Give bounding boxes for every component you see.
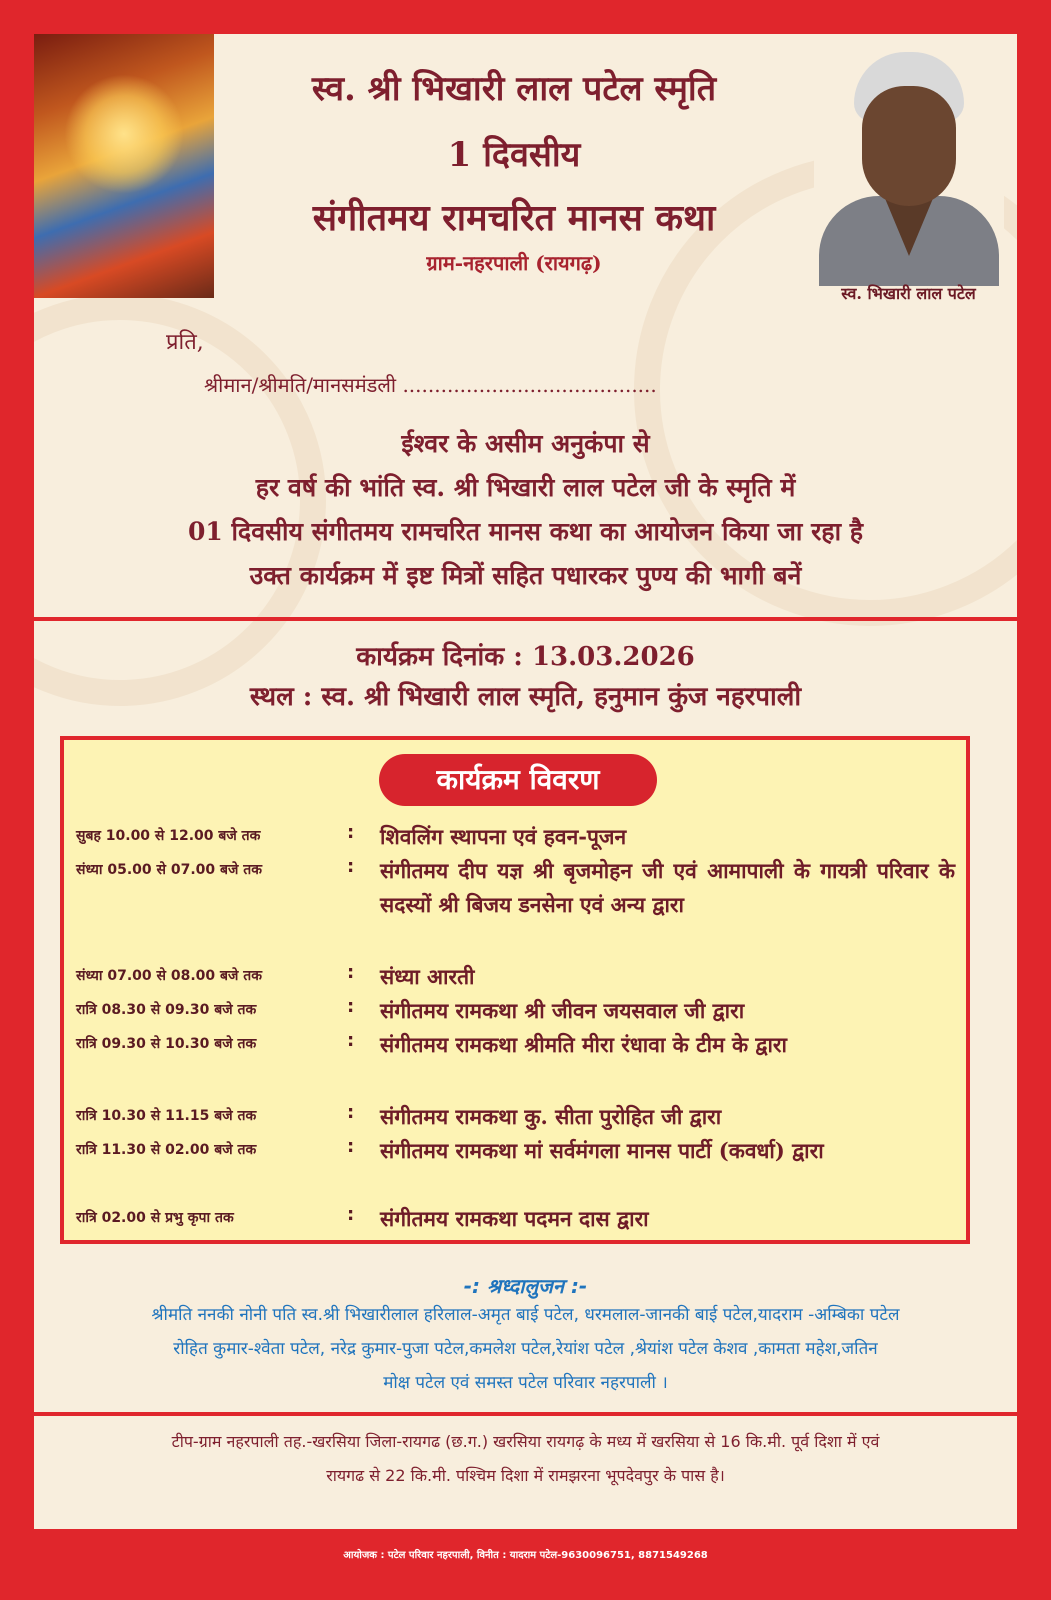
footer-bar: [0, 1529, 1051, 1600]
addressee-line: श्रीमान/श्रीमति/मानसमंडली ........................................: [204, 373, 657, 397]
schedule-desc: शिवलिंग स्थापना एवं हवन-पूजन: [380, 824, 627, 849]
schedule-colon: :: [347, 1030, 355, 1051]
village-name: ग्राम-नहरपाली (रायगढ़): [426, 251, 602, 275]
invitation-line: 01 दिवसीय संगीतमय रामचरित मानस कथा का आयोजन किया जा रहा है: [187, 517, 864, 546]
schedule-desc: संगीतमय रामकथा मां सर्वमंगला मानस पार्टी (कवर्धा) द्वारा: [380, 1138, 824, 1163]
portrait-photo: [814, 46, 1004, 286]
schedule-time: रात्रि 02.00 से प्रभु कृपा तक: [76, 1210, 234, 1226]
schedule-time: सुबह 10.00 से 12.00 बजे तक: [76, 828, 261, 844]
schedule-colon: :: [347, 996, 355, 1017]
devotees-line: श्रीमति ननकी नोनी पति स्व.श्री भिखारीलाल हरिलाल-अमृत बाई पटेल, धरमलाल-जानकी बाई पटेल,यादराम -अम्बिका पटेल: [151, 1305, 900, 1325]
schedule-heading: कार्यक्रम विवरण: [379, 754, 657, 806]
devotees-line: रोहित कुमार-श्वेता पटेल, नरेद्र कुमार-पुजा पटेल,कमलेश पटेल,रेयांश पटेल ,श्रेयांश पटेल केशव ,कामता महेश,जतिन: [173, 1339, 878, 1359]
schedule-colon: :: [347, 856, 355, 877]
devotees-heading: -: श्रध्दालुजन :-: [463, 1274, 588, 1298]
schedule-colon: :: [347, 962, 355, 983]
schedule-desc: संगीतमय रामकथा पदमन दास द्वारा: [380, 1206, 649, 1231]
event-date: कार्यक्रम दिनांक : 13.03.2026: [356, 642, 695, 672]
schedule-colon: :: [347, 1102, 355, 1123]
schedule-desc: संध्या आरती: [380, 964, 475, 989]
divider: [34, 617, 1017, 621]
title-line-1: स्व. श्री भिखारी लाल पटेल स्मृति: [311, 69, 717, 109]
cream-panel: [34, 34, 1017, 1529]
divider: [34, 1412, 1017, 1416]
schedule-time: रात्रि 08.30 से 09.30 बजे तक: [76, 1002, 257, 1018]
invitation-line: हर वर्ष की भांति स्व. श्री भिखारी लाल पटेल जी के स्मृति में: [255, 473, 796, 502]
invitation-line: ईश्वर के असीम अनुकंपा से: [401, 429, 650, 458]
schedule-time: रात्रि 11.30 से 02.00 बजे तक: [76, 1142, 257, 1158]
schedule-colon: :: [347, 1204, 355, 1225]
schedule-time: रात्रि 09.30 से 10.30 बजे तक: [76, 1036, 257, 1052]
event-venue: स्थल : स्व. श्री भिखारी लाल स्मृति, हनुमान कुंज नहरपाली: [249, 682, 802, 712]
ram-darbar-image: [34, 34, 214, 298]
schedule-desc: संगीतमय रामकथा कु. सीता पुरोहित जी द्वारा: [380, 1104, 722, 1129]
invitation-line: उक्त कार्यक्रम में इष्ट मित्रों सहित पधारकर पुण्य की भागी बनें: [249, 561, 802, 590]
title-line-3: संगीतमय रामचरित मानस कथा: [312, 197, 716, 239]
schedule-desc: संगीतमय रामकथा श्री जीवन जयसवाल जी द्वारा: [380, 998, 745, 1023]
portrait-caption: स्व. भिखारी लाल पटेल: [841, 284, 976, 303]
schedule-desc: संगीतमय रामकथा श्रीमति मीरा रंधावा के टीम के द्वारा: [380, 1032, 787, 1057]
schedule-time: संध्या 07.00 से 08.00 बजे तक: [76, 968, 262, 984]
schedule-time: रात्रि 10.30 से 11.15 बजे तक: [76, 1108, 257, 1124]
schedule-colon: :: [347, 1136, 355, 1157]
addressee-prefix: प्रति,: [166, 330, 204, 355]
title-line-2: 1 दिवसीय: [447, 135, 581, 175]
schedule-desc: संगीतमय दीप यज्ञ श्री बृजमोहन जी एवं आमापाली के गायत्री परिवार के सदस्यों श्री बिजय डनसेना एवं अन्य द्वारा: [380, 858, 955, 917]
schedule-box: [60, 736, 970, 1244]
location-note: टीप-ग्राम नहरपाली तह.-खरसिया जिला-रायगढ (छ.ग.) खरसिया रायगढ़ के मध्य में खरसिया से 16 कि.मी. पूर्व दिशा में एवं: [171, 1432, 880, 1451]
devotees-line: मोक्ष पटेल एवं समस्त पटेल परिवार नहरपाली ।: [383, 1373, 668, 1393]
schedule-time: संध्या 05.00 से 07.00 बजे तक: [76, 862, 262, 878]
schedule-colon: :: [347, 822, 355, 843]
location-note: रायगढ से 22 कि.मी. पश्चिम दिशा में रामझरना भूपदेवपुर के पास है।: [326, 1466, 725, 1485]
organizer-text: आयोजक : पटेल परिवार नहरपाली, विनीत : यादराम पटेल-9630096751, 8871549268: [343, 1550, 708, 1561]
